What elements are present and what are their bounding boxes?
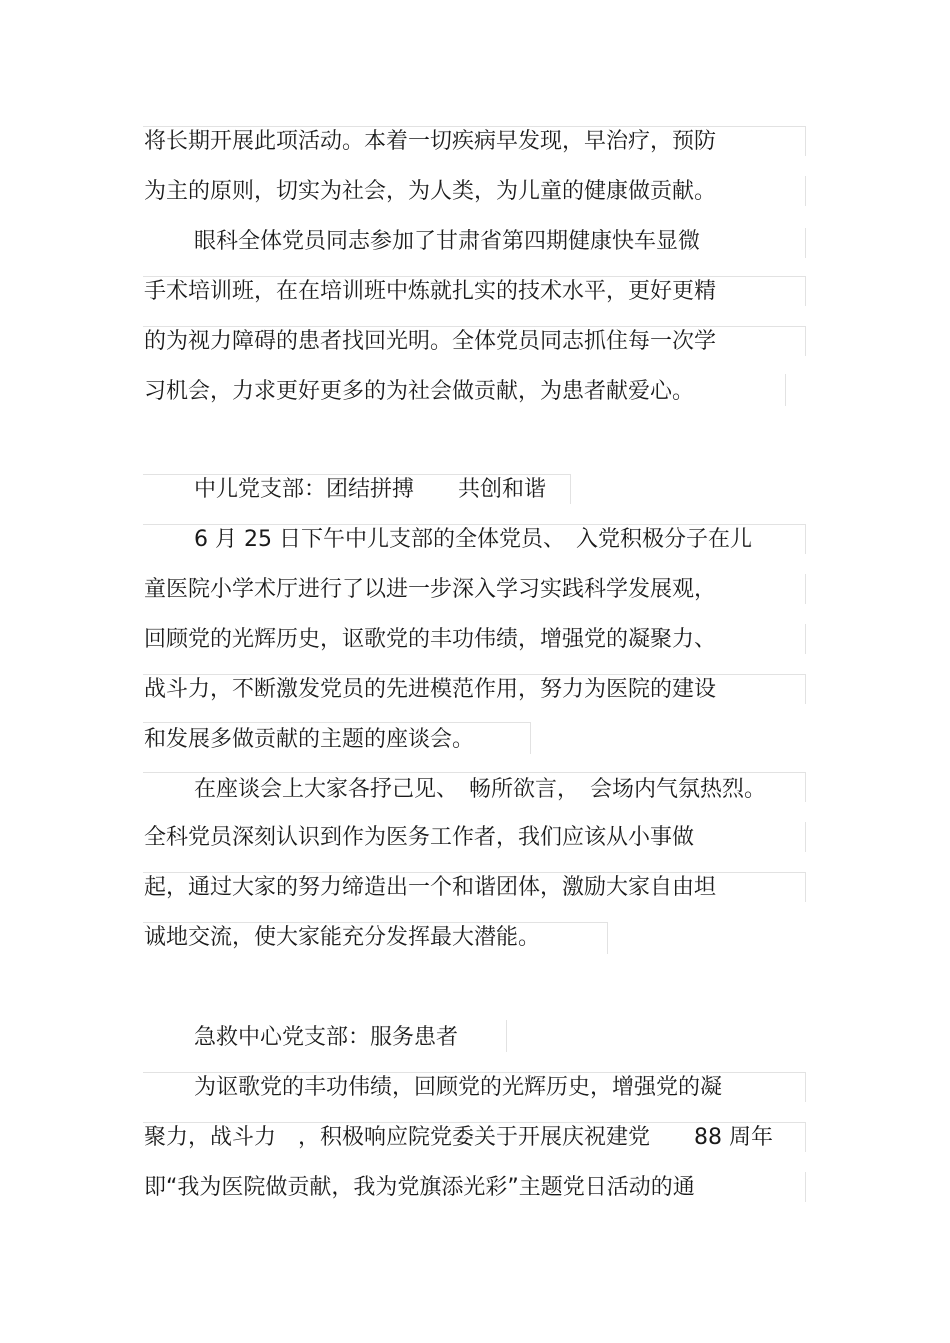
cell-border [805,176,806,206]
cell-border [805,872,806,902]
cell-border [805,574,806,604]
cell-border [805,126,806,156]
cell-border [143,722,530,723]
paragraph-line: 的为视力障碍的患者找回光明。全体党员同志抓住每一次学 [144,329,717,354]
cell-border [506,1020,507,1052]
cell-border [805,524,806,554]
cell-border [607,922,608,954]
cell-border [805,674,806,704]
paragraph-line: 6 月 25 日下午中儿支部的全体党员、 入党积极分子在儿 [194,527,752,552]
cell-border [785,374,786,406]
cell-border [805,326,806,356]
cell-border [805,822,806,852]
section-heading: 中儿党支部：团结拼搏 共创和谐 [194,477,547,502]
section-heading: 急救中心党支部：服务患者 [194,1025,459,1050]
paragraph-line: 全科党员深刻认识到作为医务工作者，我们应该从小事做 [144,825,695,850]
paragraph-line: 起，通过大家的努力缔造出一个和谐团体，激励大家自由坦 [144,875,717,900]
paragraph-line: 在座谈会上大家各抒己见、 畅所欲言， 会场内气氛热烈。 [194,777,767,802]
paragraph-line: 为主的原则，切实为社会，为人类，为儿童的健康做贡献。 [144,179,717,204]
paragraph-line: 和发展多做贡献的主题的座谈会。 [144,727,475,752]
paragraph-line: 战斗力，不断激发党员的先进模范作用，努力为医院的建设 [144,677,717,702]
paragraph-line: 手术培训班，在在培训班中炼就扎实的技术水平，更好更精 [144,279,717,304]
paragraph-line: 即“我为医院做贡献，我为党旗添光彩”主题党日活动的通 [144,1175,695,1200]
cell-border [805,1122,806,1152]
cell-border [805,228,806,258]
cell-border [530,722,531,754]
cell-border [805,1072,806,1102]
cell-border [805,624,806,654]
cell-border [570,474,571,504]
cell-border [805,276,806,306]
paragraph-line: 聚力，战斗力 ，积极响应院党委关于开展庆祝建党 88 周年 [144,1125,773,1150]
paragraph-line: 将长期开展此项活动。本着一切疾病早发现，早治疗，预防 [144,129,717,154]
paragraph-line: 习机会，力求更好更多的为社会做贡献，为患者献爱心。 [144,379,695,404]
paragraph-line: 回顾党的光辉历史，讴歌党的丰功伟绩，增强党的凝聚力、 [144,627,717,652]
paragraph-line: 眼科全体党员同志参加了甘肃省第四期健康快车显微 [194,229,701,254]
paragraph-line: 诚地交流，使大家能充分发挥最大潜能。 [144,925,541,950]
cell-border [805,1172,806,1202]
paragraph-line: 童医院小学术厅进行了以进一步深入学习实践科学发展观， [144,577,717,602]
cell-border [805,772,806,802]
cell-border [143,772,805,773]
paragraph-line: 为讴歌党的丰功伟绩，回顾党的光辉历史，增强党的凝 [194,1075,723,1100]
